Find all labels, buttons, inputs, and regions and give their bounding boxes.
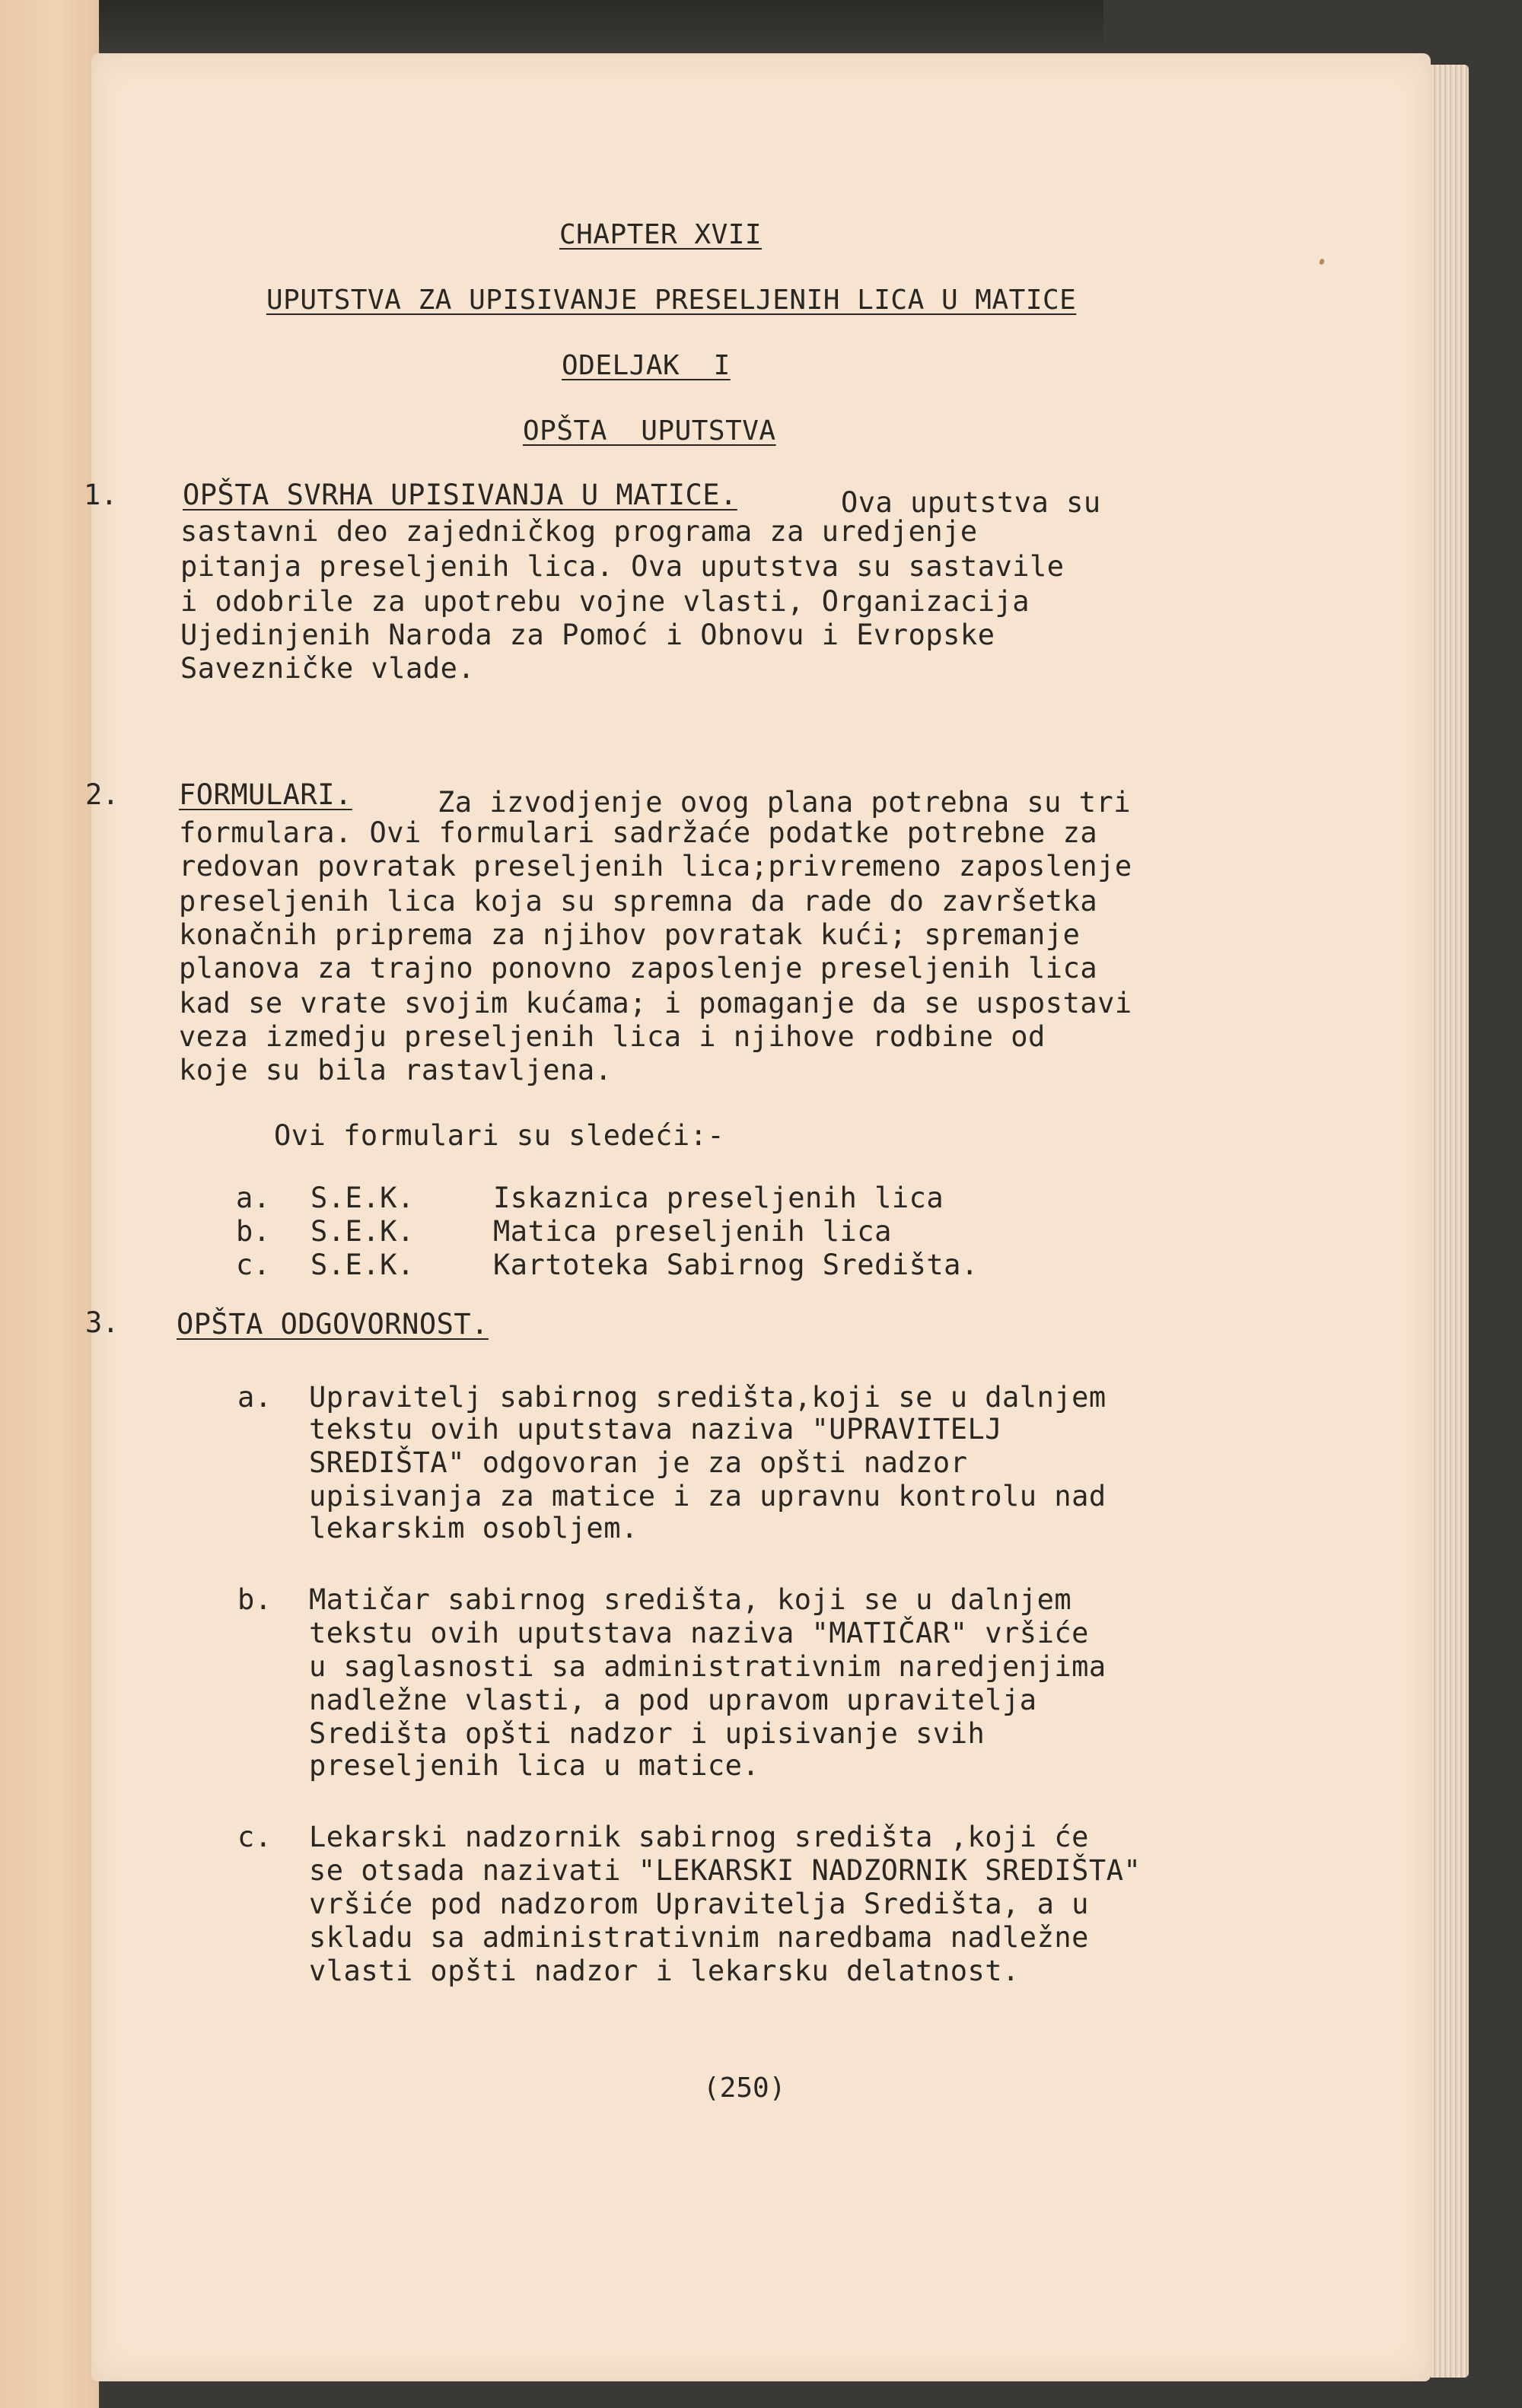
text-line: formulara. Ovi formulari sadržaće podatke potrebne za xyxy=(179,816,1098,849)
text-line: Lekarski nadzornik sabirnog središta ,koji će xyxy=(309,1821,1089,1853)
text-line: u saglasnosti sa administrativnim naredjenjima xyxy=(309,1650,1106,1683)
form-letter: c. xyxy=(236,1249,271,1281)
text-line: Savezničke vlade. xyxy=(180,652,476,685)
text-line: sastavni deo zajedničkog programa za uredjenje xyxy=(180,515,978,548)
form-name: Kartoteka Sabirnog Središta. xyxy=(493,1249,979,1281)
form-letter: b. xyxy=(236,1215,271,1248)
form-code: S.E.K. xyxy=(310,1182,415,1214)
subitem-letter: b. xyxy=(237,1583,272,1616)
chapter-heading: CHAPTER XVII xyxy=(559,219,763,250)
text-line: Ujedinjenih Naroda za Pomoć i Obnovu i Evropske xyxy=(180,619,995,651)
text-line: upisivanja za matice i za upravnu kontrolu nad xyxy=(309,1480,1106,1513)
item-number: 2. xyxy=(85,778,119,811)
document-page xyxy=(84,53,1431,2381)
text-line: tekstu ovih uputstava naziva "MATIČAR" vršiće xyxy=(309,1617,1089,1649)
text-line: Upravitelj sabirnog središta,koji se u dalnjem xyxy=(309,1381,1106,1414)
text-line: i odobrile za upotrebu vojne vlasti, Organizacija xyxy=(180,585,1030,618)
item-heading: FORMULARI. xyxy=(179,778,352,811)
text-line: planova za trajno ponovno zaposlenje preseljenih lica xyxy=(179,952,1098,985)
text-line: Središta opšti nadzor i upisivanje svih xyxy=(309,1717,985,1750)
text-line: lekarskim osobljem. xyxy=(309,1512,638,1544)
item-number: 3. xyxy=(85,1306,119,1339)
text-line: vlasti opšti nadzor i lekarsku delatnost. xyxy=(309,1955,1020,1987)
text-line: Ova uputstva su xyxy=(841,486,1101,519)
form-letter: a. xyxy=(236,1182,271,1214)
form-name: Iskaznica preseljenih lica xyxy=(493,1182,944,1214)
form-code: S.E.K. xyxy=(310,1249,415,1281)
section-heading: ODELJAK I xyxy=(562,350,731,381)
subitem-letter: a. xyxy=(237,1381,272,1414)
text-line: koje su bila rastavljena. xyxy=(179,1054,613,1086)
subitem-letter: c. xyxy=(237,1821,272,1853)
text-line: kad se vrate svojim kućama; i pomaganje da se uspostavi xyxy=(179,987,1132,1020)
document-title: UPUTSTVA ZA UPISIVANJE PRESELJENIH LICA U MATICE xyxy=(266,285,1077,316)
form-code: S.E.K. xyxy=(310,1215,415,1248)
text-line: redovan povratak preseljenih lica;privremeno zaposlenje xyxy=(179,850,1132,883)
text-line: veza izmedju preseljenih lica i njihove rodbine od xyxy=(179,1020,1046,1053)
form-name: Matica preseljenih lica xyxy=(493,1215,892,1248)
page-number: (250) xyxy=(703,2072,786,2104)
text-line: nadležne vlasti, a pod upravom upravitelja xyxy=(309,1684,1037,1716)
text-line: pitanja preseljenih lica. Ova uputstva su sastavile xyxy=(180,550,1065,583)
item-heading: OPŠTA SVRHA UPISIVANJA U MATICE. xyxy=(183,479,737,511)
book-spine-left xyxy=(0,0,99,2408)
text-line: vršiće pod nadzorom Upravitelja Središta, a u xyxy=(309,1888,1089,1920)
text-line: Za izvodjenje ovog plana potrebna su tri xyxy=(438,786,1132,819)
text-line: skladu sa administrativnim naredbama nadležne xyxy=(309,1921,1089,1954)
text-line: se otsada nazivati "LEKARSKI NADZORNIK SREDIŠTA" xyxy=(309,1854,1142,1887)
text-line: Matičar sabirnog središta, koji se u dalnjem xyxy=(309,1583,1072,1616)
item-heading: OPŠTA ODGOVORNOST. xyxy=(177,1308,489,1341)
text-line: tekstu ovih uputstava naziva "UPRAVITELJ xyxy=(309,1413,1003,1446)
text-line: SREDIŠTA" odgovoran je za opšti nadzor xyxy=(309,1446,968,1479)
text-line: preseljenih lica u matice. xyxy=(309,1749,760,1782)
scan-bed-strip xyxy=(99,0,1103,53)
item-number: 1. xyxy=(84,479,118,511)
section-title: OPŠTA UPUTSTVA xyxy=(523,415,776,447)
forms-intro: Ovi formulari su sledeći:- xyxy=(274,1119,725,1152)
page-edges xyxy=(1431,65,1469,2378)
text-line: konačnih priprema za njihov povratak kući; spremanje xyxy=(179,918,1081,951)
pencil-mark xyxy=(1319,258,1326,266)
text-line: preseljenih lica koja su spremna da rade do završetka xyxy=(179,885,1098,918)
